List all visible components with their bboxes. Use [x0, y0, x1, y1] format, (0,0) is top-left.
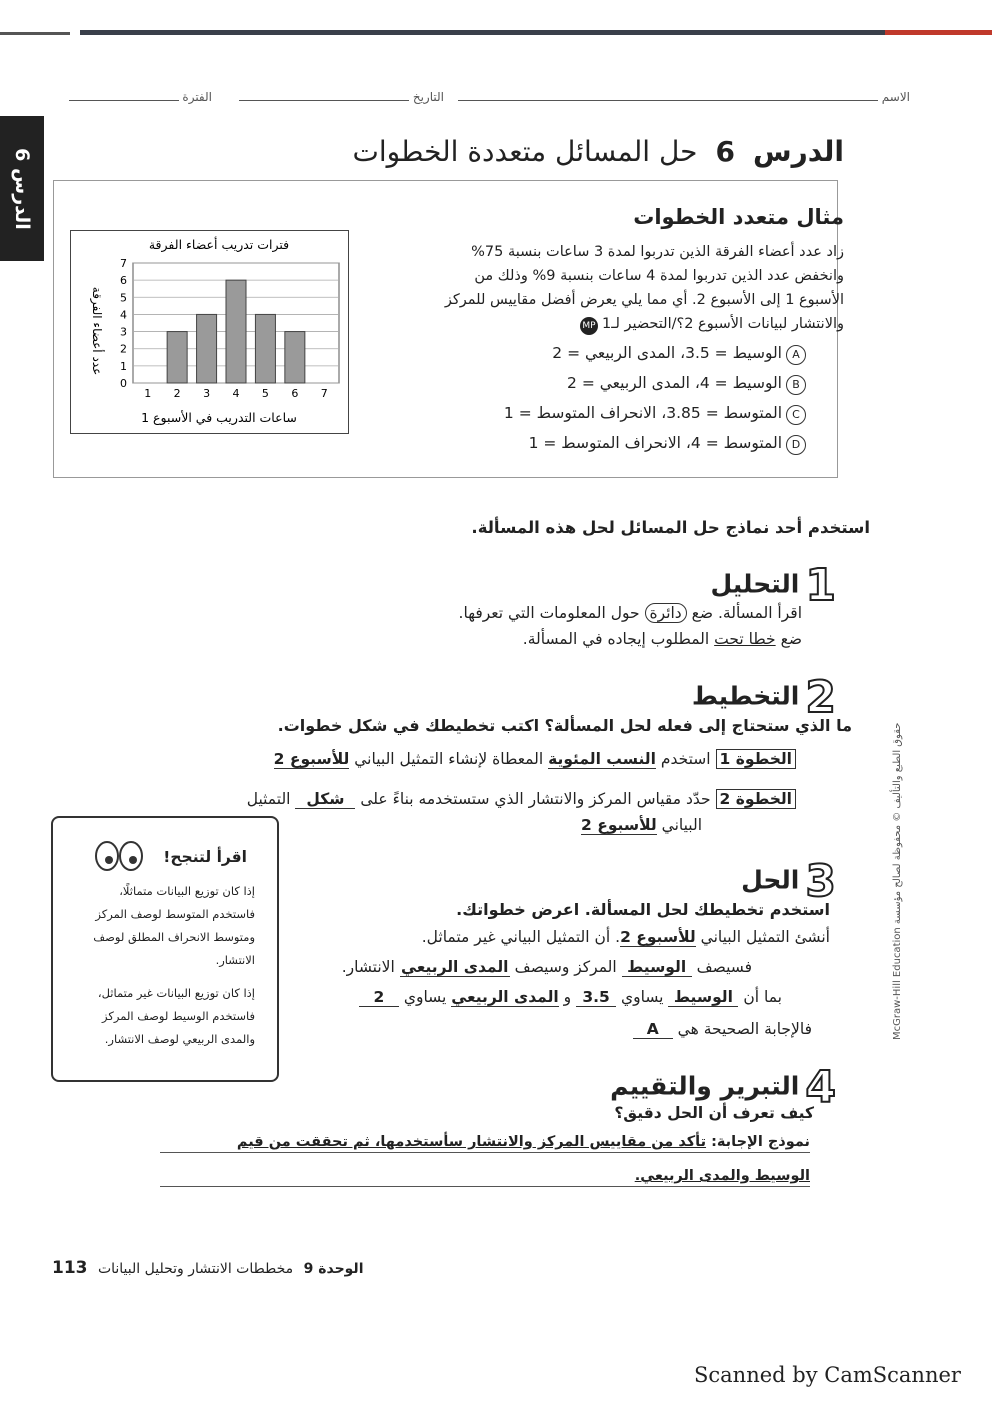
option-d-text: المتوسط = 4، الانحراف المتوسط = 1 — [528, 434, 782, 452]
intro-instruction: استخدم أحد نماذج حل المسائل لحل هذه المسألة. — [471, 518, 870, 537]
chart-x-tick-label: 7 — [320, 387, 328, 400]
chart-x-tick-label: 4 — [232, 387, 240, 400]
chart-x-tick-label: 3 — [203, 387, 211, 400]
step1-underline-line — [523, 630, 802, 648]
eyes-icon — [93, 838, 147, 874]
step2-step2-line2 — [581, 816, 702, 835]
step2-step1-answer2[interactable]: للأسبوع 2 — [273, 750, 350, 768]
side-tab-label: الدرس 6 — [11, 147, 33, 230]
step2-step2-answer1[interactable]: شكل — [295, 790, 355, 809]
copyright-vertical: McGraw-Hill Education حقوق الطبع والتأليف © محفوظة لصالح مؤسسة — [892, 722, 903, 1040]
step4-answer-label: نموذج الإجابة: — [711, 1134, 810, 1150]
step3-title: الحل — [741, 865, 800, 895]
step3-line4-answer[interactable]: A — [633, 1020, 673, 1039]
step1-read-line — [459, 604, 802, 622]
step4-number-icon: 4 — [805, 1062, 836, 1113]
read-to-succeed-box — [51, 816, 279, 1082]
step1-read-post: حول المعلومات التي تعرفها. — [458, 604, 640, 622]
step3-line3-answer3[interactable]: المدى الربيعي — [451, 988, 559, 1006]
step1-title: التحليل — [710, 569, 800, 599]
step1-underline-post: المطلوب إيجاده في المسألة. — [522, 630, 710, 648]
chart-x-tick-label: 2 — [173, 387, 181, 400]
step2-step1-pre: استخدم — [660, 750, 711, 768]
title-lesson: الدرس — [752, 135, 844, 168]
option-c-letter: C — [786, 405, 806, 425]
step4-answer-line2[interactable] — [160, 1168, 810, 1187]
step1-read-pre: اقرأ المسألة. ضع — [691, 604, 802, 622]
option-c-text: المتوسط = 3.85، الانحراف المتوسط = 1 — [503, 404, 782, 422]
page-number: 113 — [52, 1258, 88, 1278]
chart-y-tick-label: 1 — [120, 359, 127, 373]
tip-paragraph-1: إذا كان توزيع البيانات متماثلًا، فاستخدم المتوسط لوصف المركز ومتوسط الانحراف المطلق لوصف الانتشار. — [93, 884, 255, 967]
example-line-3: الأسبوع 1 إلى الأسبوع 2. أي مما يلي يعرض أفضل مقاييس للمركز — [444, 292, 844, 308]
step3-line3-answer2[interactable]: 3.5 — [576, 988, 616, 1007]
tip-title: اقرأ لتنجح! — [163, 848, 247, 866]
step3-line2-mid: المركز وسيصف — [514, 958, 617, 976]
example-problem — [384, 240, 844, 336]
tip-text — [77, 880, 255, 1051]
step2-question: ما الذي ستحتاج إلى فعله لحل المسألة؟ اكتب تخطيطك في شكل خطوات. — [277, 716, 852, 735]
step3-number-icon: 3 — [805, 856, 836, 907]
step3-line2 — [342, 958, 752, 977]
example-line-4 — [384, 312, 844, 336]
example-line-4-text: والانتشار لبيانات الأسبوع 2؟/التحضير لـ — [611, 316, 844, 332]
date-input-line[interactable] — [239, 88, 409, 101]
step2-step2-label: الخطوة 2 — [716, 789, 796, 809]
chart-y-tick-label: 7 — [120, 257, 127, 270]
chart-y-tick-label: 5 — [120, 291, 127, 305]
top-bar — [0, 30, 992, 36]
option-b-text: الوسيط = 4، المدى الربيعي = 2 — [567, 374, 782, 392]
step4-title: التبرير والتقييم — [610, 1071, 800, 1101]
step2-step1-label: الخطوة 1 — [716, 749, 796, 769]
step4-question: كيف تعرف أن الحل دقيق؟ — [614, 1104, 814, 1122]
chart-y-tick-label: 6 — [120, 274, 127, 288]
chart-bar-5 — [255, 314, 275, 383]
step1-underline-pre: ضع — [780, 630, 802, 648]
example-line-2: وانخفض عدد الذين تدربوا لمدة 4 ساعات بنسبة 9% وذلك من — [474, 268, 844, 284]
step2-step1-answer1[interactable]: النسب المئوية — [548, 750, 656, 768]
step3-line1-pre: أنشئ التمثيل البياني — [700, 928, 830, 946]
step2-step2-answer2[interactable]: للأسبوع 2 — [581, 816, 657, 834]
option-a-text: الوسيط = 3.5، المدى الربيعي = 2 — [552, 344, 782, 362]
tip-paragraph-2: إذا كان توزيع البيانات غير متماثل، فاستخدم الوسيط لوصف المركز والمدى الربيعي لوصف الانتشار. — [97, 986, 255, 1046]
option-d[interactable] — [529, 434, 806, 455]
example-heading: مثال متعدد الخطوات — [633, 205, 844, 229]
name-field — [458, 88, 910, 104]
step4-answer-line1[interactable] — [160, 1134, 810, 1153]
date-label: التاريخ — [412, 90, 444, 104]
chart-y-tick-label: 3 — [120, 325, 127, 339]
option-d-letter: D — [786, 435, 806, 455]
step3-line3 — [359, 988, 782, 1007]
chart-bar-6 — [285, 332, 305, 383]
step3-line3-answer1[interactable]: الوسيط — [668, 988, 738, 1007]
step3-line2-answer1[interactable]: الوسيط — [622, 958, 692, 977]
page-title — [353, 135, 845, 168]
step4-answer-text2: الوسيط والمدى الربيعي. — [634, 1168, 810, 1184]
period-input-line[interactable] — [69, 88, 179, 101]
chart-y-tick-label: 4 — [120, 308, 127, 322]
step2-title: التخطيط — [691, 681, 800, 711]
step1-number-icon: 1 — [805, 560, 836, 611]
chart-bar-2 — [167, 332, 187, 383]
chart-x-axis-label: ساعات التدريب في الأسبوع 1 — [141, 410, 297, 425]
step3-line3-mid1: يساوي — [621, 988, 664, 1006]
step3-line3-answer4[interactable]: 2 — [359, 988, 399, 1007]
chart-svg — [71, 231, 348, 433]
step1-underline-word: خطا تحت — [714, 630, 776, 648]
step4-answer-text1: تأكد من مقاييس المركز والانتشار سأستخدمها، ثم تحققت من قيم — [236, 1134, 707, 1150]
step3-line1-post: . أن التمثيل البياني غير متماثل. — [421, 928, 621, 946]
step3-line1 — [422, 928, 830, 947]
page-footer — [52, 1258, 364, 1278]
step3-instruction: استخدم تخطيطك لحل المسألة. اعرض خطواتك. — [456, 900, 830, 919]
step2-number-icon: 2 — [805, 672, 836, 723]
step3-line2-answer2[interactable]: المدى الربيعي — [401, 958, 509, 976]
chart-x-tick-label: 1 — [144, 387, 152, 400]
option-b[interactable] — [567, 374, 806, 395]
step3-line4 — [633, 1020, 812, 1039]
scanner-watermark: Scanned by CamScanner — [694, 1363, 961, 1387]
example-line-1: زاد عدد أعضاء الفرقة الذين تدربوا لمدة 3 ساعات بنسبة 75% — [471, 244, 844, 260]
step2-step2-post: التمثيل — [246, 790, 291, 808]
date-field — [239, 88, 444, 104]
example-line-4-end: 1 — [601, 316, 612, 332]
option-b-letter: B — [786, 375, 806, 395]
step3-line2-pre: فسيصف — [696, 958, 752, 976]
footer-unit: الوحدة 9 — [303, 1261, 364, 1277]
name-label: الاسم — [881, 90, 910, 104]
chart-y-tick-label: 0 — [120, 377, 127, 390]
chart-x-tick-label: 6 — [291, 387, 299, 400]
step3-line3-mid2: و — [563, 988, 572, 1006]
step2-step1 — [274, 750, 796, 769]
step2-step2-pre: حدّد مقياس المركز والانتشار الذي ستستخدمه بناءً على — [360, 790, 711, 808]
title-text: حل المسائل متعددة الخطوات — [352, 135, 698, 168]
step2-step2-line2-text: البياني — [661, 816, 702, 834]
chart-x-tick-label: 5 — [261, 387, 269, 400]
step1-circle-word: دائرة — [645, 603, 687, 623]
step3-line4-pre: فالإجابة الصحيحة هي — [677, 1020, 812, 1038]
step3-line1-answer[interactable]: للأسبوع 2 — [620, 928, 696, 946]
mp-badge-icon: MP — [580, 317, 598, 335]
chart-y-tick-label: 2 — [120, 342, 127, 356]
option-a-letter: A — [786, 345, 806, 365]
step3-line3-mid3: يساوي — [403, 988, 447, 1006]
period-field — [69, 88, 212, 104]
chart-bar-4 — [226, 280, 246, 383]
chart-y-axis-label: عدد أعضاء الفرقة — [90, 286, 104, 376]
step3-line3-pre: بما أن — [743, 988, 782, 1006]
title-number: 6 — [715, 135, 735, 168]
step3-line2-post: الانتشار. — [341, 958, 395, 976]
bar-chart — [70, 230, 349, 434]
footer-unit-title: مخططات الانتشار وتحليل البيانات — [97, 1261, 294, 1277]
step2-step1-mid: المعطاة لإنشاء التمثيل البياني — [354, 750, 544, 768]
chart-bar-3 — [197, 314, 217, 383]
lesson-side-tab — [0, 116, 44, 261]
period-label: الفترة — [182, 90, 212, 104]
name-input-line[interactable] — [458, 88, 878, 101]
chart-title: فترات تدريب أعضاء الفرقة — [148, 237, 290, 252]
option-c[interactable] — [504, 404, 806, 425]
option-a[interactable] — [552, 344, 806, 365]
step2-step2 — [247, 790, 796, 809]
